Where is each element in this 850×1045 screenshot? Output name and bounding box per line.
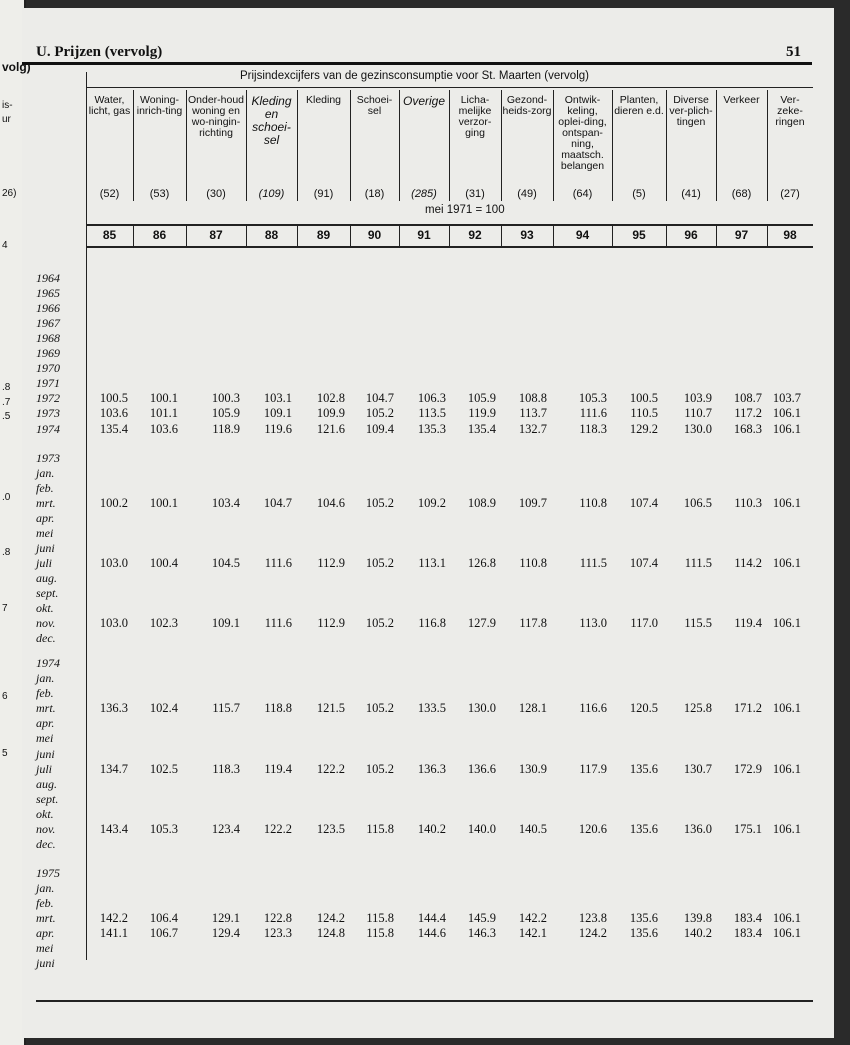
- table-cell: 105.2: [365, 701, 394, 716]
- column-weight: (52): [99, 188, 120, 200]
- table-cell: 141.1: [99, 926, 128, 941]
- table-cell: 139.8: [683, 911, 712, 925]
- table-cell: 104.7: [365, 391, 394, 406]
- table-cell: 116.8: [418, 616, 446, 631]
- table-cell: 106.5: [683, 495, 712, 510]
- table-cell: 101.1: [149, 406, 178, 421]
- row-label: apr.: [36, 510, 55, 525]
- table-cell: 118.8: [264, 701, 292, 716]
- table-cell: 103.9: [683, 391, 712, 406]
- row-label: juli: [36, 761, 53, 776]
- column-number: 92: [468, 228, 482, 242]
- column-number: 96: [684, 228, 698, 242]
- table-cell: 175.1: [733, 821, 762, 836]
- column-header: Schoei-sel: [356, 94, 393, 117]
- table-cell: 104.6: [316, 495, 345, 510]
- row-label: jan.: [36, 671, 55, 686]
- table-cell: 105.2: [365, 495, 394, 510]
- table-cell: 110.5: [630, 406, 658, 421]
- row-label: sept.: [36, 791, 59, 806]
- table-cell: 110.8: [519, 555, 547, 570]
- table-cell: 106.4: [149, 911, 178, 925]
- column-number: 95: [632, 228, 646, 242]
- column-number: 97: [734, 228, 749, 242]
- table-cell: 110.3: [734, 495, 762, 510]
- table-cell: 105.2: [365, 616, 394, 631]
- table-cell: 145.9: [467, 911, 496, 925]
- column-header: Woning-inrich-ting: [136, 94, 183, 117]
- column-weight: (31): [465, 188, 485, 200]
- table-cell: 106.3: [417, 391, 446, 406]
- table-cell: 123.4: [211, 821, 240, 836]
- margin-fragment: volg): [2, 60, 31, 74]
- table-cell: 108.7: [733, 391, 762, 406]
- table-cell: 111.6: [264, 555, 292, 570]
- table-cell: 133.5: [417, 701, 446, 716]
- table-cell: 100.2: [99, 495, 128, 510]
- margin-fragment: .8: [2, 547, 11, 558]
- table-cell: 106.1: [772, 701, 801, 716]
- column-header: Water, licht, gas: [88, 94, 131, 117]
- row-label: 1974: [36, 421, 60, 436]
- table-bottom-rule: [36, 1000, 813, 1002]
- column-weight: (91): [313, 188, 334, 200]
- row-label: 1969: [36, 346, 60, 361]
- table-cell: 119.4: [264, 761, 292, 776]
- table-cell: 103.6: [99, 406, 128, 421]
- table-cell: 171.2: [733, 701, 762, 716]
- margin-fragment: .5: [2, 411, 11, 422]
- table-cell: 102.8: [316, 391, 345, 406]
- top-rule: [22, 62, 812, 65]
- column-number: 88: [264, 228, 279, 242]
- table-cell: 117.8: [519, 616, 547, 631]
- table-cell: 123.5: [316, 821, 345, 836]
- table-cell: 100.1: [149, 391, 178, 406]
- column-divider: [297, 90, 298, 201]
- margin-fragment: .7: [2, 397, 11, 408]
- column-weight: (41): [681, 188, 701, 200]
- table-cell: 100.5: [99, 391, 128, 406]
- table-cell: 115.7: [212, 701, 240, 716]
- row-label: mrt.: [36, 911, 56, 925]
- row-label: 1972: [36, 391, 60, 406]
- row-label: 1964: [36, 271, 60, 285]
- table-cell: 140.2: [683, 926, 712, 941]
- table-cell: 113.0: [579, 616, 607, 631]
- table-cell: 122.2: [263, 821, 292, 836]
- table-cell: 146.3: [467, 926, 496, 941]
- column-number: 87: [209, 228, 223, 242]
- table-cell: 111.5: [579, 555, 607, 570]
- table-cell: 128.1: [518, 701, 547, 716]
- table-cell: 120.5: [629, 701, 658, 716]
- table-cell: 123.8: [578, 911, 607, 925]
- table-cell: 105.2: [365, 761, 394, 776]
- margin-fragment: .8: [2, 382, 11, 393]
- column-header: Diverse ver-plich-tingen: [669, 94, 713, 128]
- row-label: 1971: [36, 376, 60, 391]
- table-cell: 111.5: [684, 555, 712, 570]
- table-cell: 183.4: [733, 926, 762, 941]
- row-label: jan.: [36, 880, 55, 895]
- base-period-label: mei 1971 = 100: [425, 204, 505, 216]
- table-cell: 144.4: [417, 911, 446, 925]
- table-cell: 103.6: [149, 421, 178, 436]
- table-cell: 142.2: [99, 911, 128, 925]
- table-cell: 140.0: [467, 821, 496, 836]
- document-page: [22, 8, 834, 1038]
- table-cell: 105.9: [211, 406, 240, 421]
- table-cell: 105.3: [578, 391, 607, 406]
- column-weight: (18): [364, 188, 385, 200]
- column-header: Kleding en schoei-sel: [251, 94, 292, 147]
- margin-fragment: 26): [2, 188, 17, 199]
- table-cell: 106.1: [772, 761, 801, 776]
- row-label: dec.: [36, 631, 56, 646]
- row-label: feb.: [36, 895, 54, 910]
- table-cell: 115.5: [684, 616, 712, 631]
- table-cell: 115.8: [366, 926, 394, 941]
- table-cell: 135.6: [629, 761, 658, 776]
- table-cell: 100.5: [629, 391, 658, 406]
- table-cell: 168.3: [733, 421, 762, 436]
- table-cell: 102.4: [149, 701, 178, 716]
- table-cell: 124.8: [316, 926, 345, 941]
- table-cell: 117.9: [579, 761, 607, 776]
- table-cell: 107.4: [629, 555, 658, 570]
- table-cell: 143.4: [99, 821, 128, 836]
- table-cell: 112.9: [317, 616, 345, 631]
- column-weight: (27): [780, 188, 800, 200]
- table-cell: 109.7: [518, 495, 547, 510]
- row-label: okt.: [36, 806, 54, 821]
- row-label: 1975: [36, 865, 60, 880]
- row-label: 1973: [36, 450, 60, 465]
- column-weight: (64): [572, 188, 593, 200]
- table-cell: 109.1: [211, 616, 240, 631]
- column-number: 90: [367, 228, 382, 242]
- row-label: 1966: [36, 301, 60, 316]
- table-cell: 142.2: [518, 911, 547, 925]
- table-cell: 172.9: [733, 761, 762, 776]
- table-cell: 140.2: [417, 821, 446, 836]
- row-label: nov.: [36, 616, 56, 631]
- margin-fragment: is-: [2, 100, 13, 111]
- table-cell: 111.6: [264, 616, 292, 631]
- table-cell: 110.7: [684, 406, 712, 421]
- row-label: mrt.: [36, 495, 56, 510]
- table-cell: 103.1: [263, 391, 292, 406]
- table-cell: 136.0: [683, 821, 712, 836]
- table-cell: 142.1: [518, 926, 547, 941]
- column-number-bottom-border: [86, 246, 813, 248]
- table-cell: 144.6: [417, 926, 446, 941]
- table-cell: 102.5: [149, 761, 178, 776]
- row-label: aug.: [36, 570, 57, 585]
- table-cell: 130.7: [683, 761, 712, 776]
- section-title: U. Prijzen (vervolg): [36, 44, 163, 60]
- row-label: aug.: [36, 776, 57, 791]
- column-header: Verkeer: [723, 94, 760, 106]
- table-cell: 110.8: [579, 495, 607, 510]
- column-number: 98: [783, 228, 797, 242]
- column-weight: (49): [517, 188, 537, 200]
- table-cell: 183.4: [733, 911, 762, 925]
- table-cell: 106.1: [772, 926, 801, 941]
- column-weight: (53): [149, 188, 170, 200]
- row-label: apr.: [36, 716, 55, 731]
- row-label: feb.: [36, 686, 54, 701]
- column-header: Ver-zeke-ringen: [775, 94, 805, 128]
- table-cell: 111.6: [579, 406, 607, 421]
- table-cell: 109.2: [417, 495, 446, 510]
- column-header: Gezond-heids-zorg: [502, 94, 552, 117]
- row-label: 1973: [36, 406, 60, 421]
- row-label: 1974: [36, 656, 60, 671]
- table-cell: 106.1: [772, 911, 801, 925]
- row-label: juni: [36, 540, 55, 555]
- table-cell: 103.0: [99, 555, 128, 570]
- row-label: nov.: [36, 821, 56, 836]
- table-cell: 130.9: [518, 761, 547, 776]
- table-cell: 103.7: [772, 391, 801, 406]
- row-label: mei: [36, 731, 54, 746]
- table-title: Prijsindexcijfers van de gezinsconsumptie voor St. Maarten (vervolg): [240, 70, 589, 82]
- table-cell: 103.4: [211, 495, 240, 510]
- table-cell: 108.9: [467, 495, 496, 510]
- column-header: Planten, dieren e.d.: [614, 94, 664, 117]
- table-cell: 104.5: [211, 555, 240, 570]
- table-cell: 136.3: [417, 761, 446, 776]
- table-cell: 107.4: [629, 495, 658, 510]
- table-cell: 106.1: [772, 616, 801, 631]
- table-cell: 123.3: [263, 926, 292, 941]
- column-header: Ontwik-keling, oplei-ding, ontspan-ning, maatsch. belangen: [558, 94, 607, 172]
- table-cell: 140.5: [518, 821, 547, 836]
- column-weight: (68): [731, 188, 752, 200]
- column-header: Onder-houd woning en wo-ningin-richting: [187, 94, 245, 139]
- row-label: 1968: [36, 331, 60, 346]
- table-cell: 135.4: [99, 421, 128, 436]
- row-label: apr.: [36, 926, 55, 941]
- table-cell: 108.8: [518, 391, 547, 406]
- table-cell: 132.7: [518, 421, 547, 436]
- table-cell: 121.5: [316, 701, 345, 716]
- table-cell: 109.9: [316, 406, 345, 421]
- row-label: 1965: [36, 286, 60, 301]
- row-label: okt.: [36, 601, 54, 616]
- column-weight: (5): [632, 188, 646, 200]
- table-cell: 114.2: [734, 555, 762, 570]
- row-label: 1970: [36, 361, 60, 376]
- row-label: juni: [36, 746, 55, 761]
- table-cell: 106.7: [149, 926, 178, 941]
- table-cell: 130.0: [467, 701, 496, 716]
- table-cell: 113.7: [519, 406, 547, 421]
- table-cell: 106.1: [772, 406, 801, 421]
- column-divider: [716, 90, 717, 201]
- column-weight: (109): [258, 188, 285, 200]
- table-cell: 118.9: [212, 421, 240, 436]
- table-cell: 100.3: [211, 391, 240, 406]
- table-cell: 113.1: [418, 555, 446, 570]
- row-label: mrt.: [36, 701, 56, 716]
- table-cell: 104.7: [263, 495, 292, 510]
- table-cell: 103.0: [99, 616, 128, 631]
- row-label: 1967: [36, 316, 60, 331]
- table-cell: 135.4: [467, 421, 496, 436]
- table-cell: 113.5: [418, 406, 446, 421]
- table-cell: 129.4: [211, 926, 240, 941]
- table-cell: 106.1: [772, 495, 801, 510]
- column-number: 86: [152, 228, 167, 242]
- table-cell: 106.1: [772, 555, 801, 570]
- table-cell: 112.9: [317, 555, 345, 570]
- margin-fragment: .0: [2, 492, 11, 503]
- table-top-border: [86, 87, 813, 88]
- margin-fragment: 6: [2, 691, 8, 702]
- table-cell: 106.1: [772, 821, 801, 836]
- table-cell: 102.3: [149, 616, 178, 631]
- table-cell: 122.2: [316, 761, 345, 776]
- row-label: juli: [36, 555, 53, 570]
- column-number: 91: [417, 228, 431, 242]
- table-cell: 136.6: [467, 761, 496, 776]
- margin-fragment: ur: [2, 114, 11, 125]
- table-cell: 119.4: [734, 616, 762, 631]
- table-cell: 105.3: [149, 821, 178, 836]
- table-cell: 100.1: [149, 495, 178, 510]
- table-cell: 109.1: [263, 406, 292, 421]
- table-cell: 118.3: [579, 421, 607, 436]
- column-number: 94: [575, 228, 590, 242]
- table-cell: 135.6: [629, 821, 658, 836]
- margin-fragment: 5: [2, 748, 8, 759]
- table-cell: 125.8: [683, 701, 712, 716]
- row-label: mei: [36, 525, 54, 540]
- margin-fragment: 7: [2, 603, 8, 614]
- table-cell: 122.8: [263, 911, 292, 925]
- column-weight: (285): [411, 188, 437, 200]
- table-cell: 117.2: [734, 406, 762, 421]
- table-cell: 127.9: [467, 616, 496, 631]
- table-cell: 119.6: [264, 421, 292, 436]
- row-label: juni: [36, 956, 55, 971]
- table-cell: 115.8: [366, 911, 394, 925]
- row-label: mei: [36, 941, 54, 956]
- table-cell: 120.6: [578, 821, 607, 836]
- table-cell: 135.3: [417, 421, 446, 436]
- row-label: dec.: [36, 836, 56, 851]
- table-cell: 134.7: [99, 761, 128, 776]
- table-cell: 118.3: [212, 761, 240, 776]
- column-number: 93: [520, 228, 534, 242]
- table-cell: 124.2: [316, 911, 345, 925]
- table-cell: 109.4: [365, 421, 394, 436]
- table-cell: 116.6: [579, 701, 607, 716]
- table-cell: 105.9: [467, 391, 496, 406]
- table-cell: 106.1: [772, 421, 801, 436]
- column-header: Kleding: [305, 94, 342, 106]
- table-cell: 130.0: [683, 421, 712, 436]
- table-cell: 100.4: [149, 555, 178, 570]
- column-header: Overige: [402, 94, 446, 108]
- table-cell: 115.8: [366, 821, 394, 836]
- row-label: feb.: [36, 480, 54, 495]
- table-cell: 136.3: [99, 701, 128, 716]
- row-label: sept.: [36, 586, 59, 600]
- column-number: 85: [102, 228, 117, 242]
- row-label: jan.: [36, 465, 55, 480]
- table-cell: 105.2: [365, 406, 394, 421]
- table-cell: 135.6: [629, 926, 658, 941]
- table-cell: 129.2: [629, 421, 658, 436]
- table-cell: 105.2: [365, 555, 394, 570]
- table-cell: 129.1: [211, 911, 240, 925]
- table-cell: 126.8: [467, 555, 496, 570]
- column-number: 89: [316, 228, 331, 242]
- margin-fragment: 4: [2, 240, 8, 251]
- table-cell: 117.0: [630, 616, 658, 631]
- column-weight: (30): [206, 188, 226, 200]
- table-cell: 121.6: [316, 421, 345, 436]
- page-number: 51: [786, 44, 801, 60]
- table-cell: 124.2: [578, 926, 607, 941]
- table-cell: 119.9: [468, 406, 496, 421]
- table-cell: 135.6: [629, 911, 658, 925]
- column-header: Licha-melijke verzor-ging: [458, 94, 492, 139]
